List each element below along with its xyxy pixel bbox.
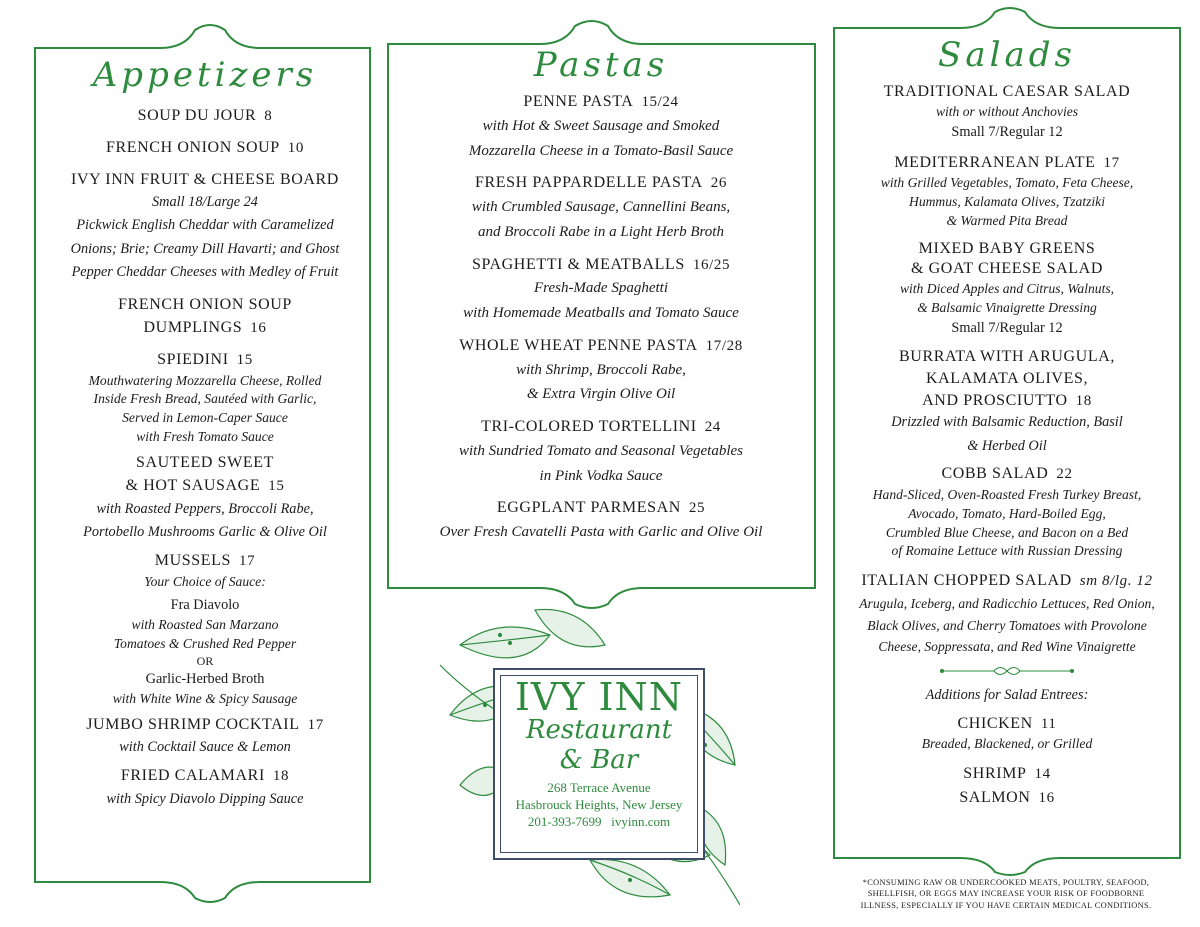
- item-desc: Pepper Cheddar Cheeses with Medley of Fruit: [71, 264, 339, 281]
- item-desc: Inside Fresh Bread, Sautéed with Garlic,: [93, 391, 317, 407]
- item-sizes: Small 18/Large 24: [152, 193, 258, 210]
- item-name: JUMBO SHRIMP COCKTAIL: [86, 715, 300, 733]
- item-price: 17/28: [705, 337, 743, 354]
- item-desc: Served in Lemon-Caper Sauce: [122, 410, 288, 426]
- logo-name: IVY INN: [514, 675, 684, 719]
- item-name: FRESH PAPPARDELLE PASTA: [475, 174, 703, 192]
- item-desc: with or without Anchovies: [935, 104, 1079, 120]
- menu-item-calamari: [45, 764, 365, 811]
- disclaimer-line: SHELLFISH, OR EGGS MAY INCREASE YOUR RISK OF FOODBORNE: [867, 889, 1145, 899]
- item-price: 16: [1038, 789, 1055, 806]
- item-price: 18: [272, 767, 290, 784]
- menu-item-baby-greens: [840, 239, 1174, 339]
- item-desc: Hand-Sliced, Oven-Roasted Fresh Turkey Breast,: [872, 487, 1142, 503]
- item-desc: Hummus, Kalamata Olives, Tzatziki: [909, 194, 1105, 210]
- item-desc: Your Choice of Sauce:: [144, 573, 266, 589]
- menu-item-chopped: [840, 569, 1174, 658]
- menu-item-salmon-add: [840, 786, 1174, 810]
- item-desc: Portobello Mushrooms Garlic & Olive Oil: [83, 524, 327, 541]
- pastas-panel: [395, 45, 807, 545]
- sauce-option: Fra Diavolo: [170, 597, 240, 614]
- item-desc: with Fresh Tomato Sauce: [136, 428, 274, 444]
- item-desc: Tomatoes & Crushed Red Pepper: [113, 635, 297, 651]
- menu-item-soup: [45, 104, 365, 128]
- menu-item-pasta: [395, 334, 807, 407]
- appetizers-panel: [45, 55, 365, 811]
- menu-item-shrimp-cocktail: [45, 713, 365, 760]
- item-name: MIXED BABY GREENS: [918, 239, 1096, 257]
- item-desc: Fresh-Made Spaghetti: [534, 280, 668, 297]
- logo-subtitle: & Bar: [559, 744, 639, 775]
- or-separator: OR: [196, 653, 214, 668]
- item-price: 17: [1103, 154, 1120, 171]
- ornament-divider-icon: [932, 664, 1082, 678]
- item-desc: Onions; Brie; Creamy Dill Havarti; and Ghost: [70, 240, 340, 257]
- additions-heading: Additions for Salad Entrees:: [925, 687, 1089, 704]
- item-price: 11: [1040, 715, 1057, 732]
- item-name: SPAGHETTI & MEATBALLS: [471, 255, 685, 273]
- item-desc: Drizzled with Balsamic Reduction, Basil: [891, 414, 1123, 431]
- item-desc: Crumbled Blue Cheese, and Bacon on a Bed: [885, 524, 1129, 540]
- item-name: SHRIMP: [963, 765, 1027, 783]
- menu-item-mussels: [45, 549, 365, 709]
- item-name: WHOLE WHEAT PENNE PASTA: [459, 336, 698, 354]
- food-safety-disclaimer: [838, 877, 1174, 911]
- item-name: COBB SALAD: [941, 465, 1049, 483]
- item-price: 14: [1034, 766, 1051, 783]
- item-desc: Breaded, Blackened, or Grilled: [921, 736, 1093, 752]
- item-price: 22: [1056, 466, 1073, 483]
- item-name: BURRATA WITH ARUGULA,: [899, 348, 1115, 366]
- item-desc: with Shrimp, Broccoli Rabe,: [516, 361, 686, 378]
- website: ivyinn.com: [611, 813, 671, 829]
- item-name: CHICKEN: [957, 714, 1033, 732]
- item-desc: with Roasted Peppers, Broccoli Rabe,: [96, 500, 314, 517]
- item-desc: & Extra Virgin Olive Oil: [526, 386, 676, 403]
- menu-item-caesar: [840, 80, 1174, 143]
- item-name: MUSSELS: [154, 551, 232, 569]
- phone-number: 201-393-7699: [527, 813, 602, 829]
- item-price: sm 8/lg. 12: [1079, 573, 1153, 590]
- item-name: AND PROSCIUTTO: [922, 391, 1068, 409]
- disclaimer-line: ILLNESS, ESPECIALLY IF YOU HAVE CERTAIN MEDICAL CONDITIONS.: [860, 900, 1152, 910]
- item-name: PENNE PASTA: [523, 93, 634, 110]
- item-desc: Mozzarella Cheese in a Tomato-Basil Sauce: [468, 142, 734, 159]
- item-price: 15/24: [641, 94, 679, 110]
- item-desc: with Hot & Sweet Sausage and Smoked: [482, 117, 720, 134]
- salads-title: Salads: [938, 35, 1076, 75]
- item-name: TRADITIONAL CAESAR SALAD: [883, 83, 1131, 100]
- menu-item-burrata: [840, 346, 1174, 458]
- item-price: 17: [239, 552, 256, 569]
- pasta-list: [395, 90, 807, 545]
- item-desc: Arugula, Iceberg, and Radicchio Lettuces, Red Onion,: [859, 595, 1155, 611]
- item-price: 18: [1075, 392, 1092, 409]
- sauce-option: Garlic-Herbed Broth: [145, 671, 265, 688]
- menu-item-spiedini: [45, 348, 365, 447]
- pastas-title: Pastas: [533, 45, 669, 85]
- item-desc: Over Fresh Cavatelli Pasta with Garlic and Olive Oil: [439, 524, 763, 540]
- item-name: SPIEDINI: [157, 350, 229, 368]
- item-name: SAUTEED SWEET: [135, 453, 274, 471]
- item-desc: with Roasted San Marzano: [131, 617, 279, 632]
- item-desc: with Homemade Meatballs and Tomato Sauce: [463, 305, 739, 321]
- item-price: 17: [307, 716, 324, 733]
- item-desc: Mouthwatering Mozzarella Cheese, Rolled: [88, 372, 322, 388]
- item-name: & HOT SAUSAGE: [125, 476, 261, 494]
- menu-item-french-onion: [45, 136, 365, 160]
- item-desc: Avocado, Tomato, Hard-Boiled Egg,: [908, 505, 1106, 521]
- item-desc: Black Olives, and Cherry Tomatoes with Provolone: [867, 617, 1147, 633]
- item-name: SALMON: [959, 788, 1031, 806]
- item-name: KALAMATA OLIVES,: [925, 370, 1089, 388]
- item-sizes: Small 7/Regular 12: [951, 123, 1063, 140]
- menu-item-cobb: [840, 462, 1174, 561]
- item-desc: and Broccoli Rabe in a Light Herb Broth: [478, 223, 724, 240]
- item-desc: with Diced Apples and Citrus, Walnuts,: [899, 281, 1115, 297]
- item-price: 16: [250, 320, 267, 337]
- item-desc: & Warmed Pita Bread: [946, 212, 1068, 228]
- item-name: SOUP DU JOUR: [137, 107, 257, 124]
- restaurant-logo: [493, 668, 705, 860]
- item-price: 15: [236, 351, 253, 368]
- item-price: 10: [287, 139, 304, 156]
- item-name: FRENCH ONION SOUP: [106, 138, 280, 156]
- item-desc: & Balsamic Vinaigrette Dressing: [917, 300, 1097, 315]
- item-name: FRIED CALAMARI: [120, 766, 265, 784]
- item-name: EGGPLANT PARMESAN: [496, 499, 681, 517]
- item-price: 24: [704, 419, 721, 435]
- logo-subtitle: Restaurant: [525, 715, 673, 745]
- item-name: DUMPLINGS: [143, 319, 243, 337]
- item-desc: in Pink Vodka Sauce: [539, 467, 663, 484]
- menu-item-cheese-board: [45, 168, 365, 286]
- item-name: MEDITERRANEAN PLATE: [894, 153, 1096, 171]
- item-name: FRENCH ONION SOUP: [118, 296, 292, 313]
- item-price: 16/25: [692, 256, 731, 273]
- item-desc: Pickwick English Cheddar with Caramelized: [76, 217, 334, 234]
- item-desc: with Spicy Diavolo Dipping Sauce: [106, 790, 304, 807]
- salads-panel: [840, 35, 1174, 810]
- menu-item-sausage: [45, 451, 365, 545]
- item-price: 26: [710, 175, 727, 192]
- menu-item-pasta: [395, 90, 807, 163]
- item-desc: with Grilled Vegetables, Tomato, Feta Cheese,: [880, 175, 1134, 191]
- item-price: 25: [688, 500, 706, 517]
- item-desc: of Romaine Lettuce with Russian Dressing: [891, 543, 1123, 559]
- item-name: TRI-COLORED TORTELLINI: [481, 418, 697, 435]
- address-line: 268 Terrace Avenue: [547, 779, 651, 795]
- menu-item-pasta: [395, 171, 807, 244]
- appetizers-title: Appetizers: [92, 55, 318, 95]
- menu-item-mediterranean: [840, 151, 1174, 231]
- item-sizes: Small 7/Regular 12: [951, 319, 1063, 336]
- menu-item-chicken: [840, 712, 1174, 755]
- menu-item-pasta: [395, 496, 807, 545]
- item-price: 15: [268, 477, 285, 494]
- item-name: & GOAT CHEESE SALAD: [910, 260, 1103, 278]
- item-price: 8: [264, 108, 273, 124]
- menu-item-pasta: [395, 415, 807, 488]
- menu-item-dumplings: [45, 293, 365, 340]
- item-desc: with Cocktail Sauce & Lemon: [119, 739, 291, 756]
- item-desc: with Crumbled Sausage, Cannellini Beans,: [471, 199, 731, 215]
- disclaimer-line: *CONSUMING RAW OR UNDERCOOKED MEATS, POULTRY, SEAFOOD,: [862, 878, 1150, 887]
- menu-item-shrimp-add: [840, 762, 1174, 786]
- item-name: ITALIAN CHOPPED SALAD: [861, 572, 1072, 590]
- address-line: Hasbrouck Heights, New Jersey: [515, 796, 683, 812]
- menu-item-pasta: [395, 253, 807, 326]
- item-desc: Cheese, Soppressata, and Red Wine Vinaigrette: [878, 639, 1136, 655]
- item-desc: & Herbed Oil: [967, 437, 1047, 454]
- item-desc: with White Wine & Spicy Sausage: [112, 690, 298, 706]
- item-name: IVY INN FRUIT & CHEESE BOARD: [71, 170, 339, 188]
- item-desc: with Sundried Tomato and Seasonal Vegetables: [458, 442, 744, 459]
